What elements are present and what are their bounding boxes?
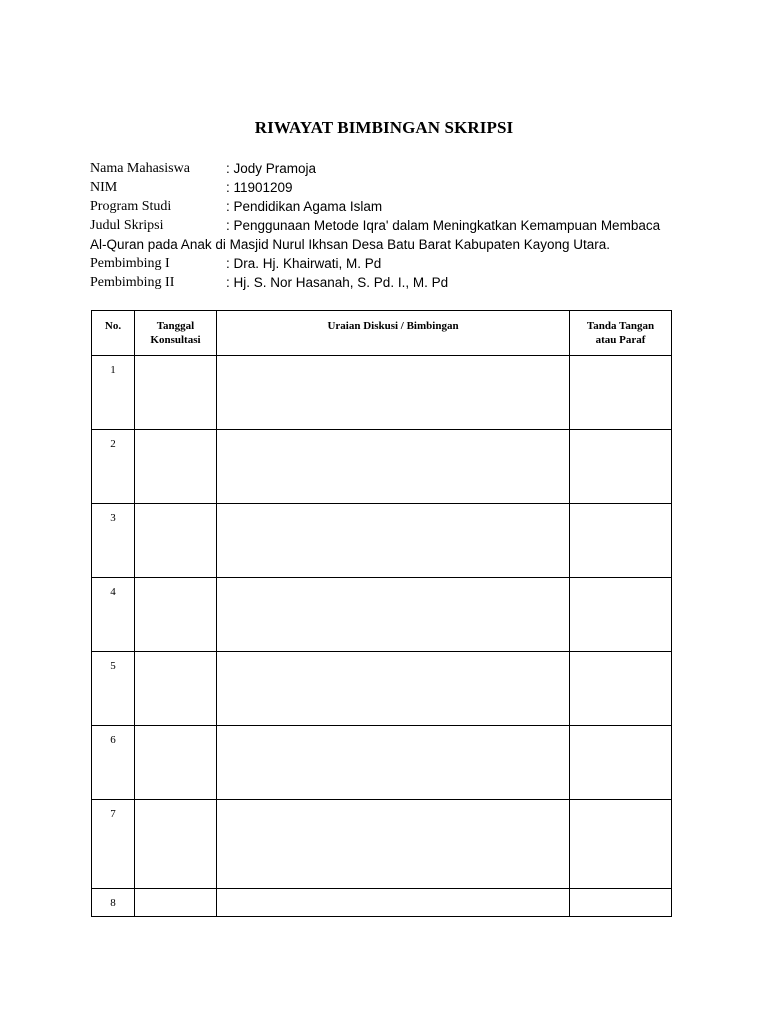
nim-label: NIM: [90, 180, 118, 195]
pembimbing1-label: Pembimbing I: [90, 256, 170, 271]
tanggal-cell[interactable]: [135, 889, 217, 917]
header-tanggal: [135, 311, 217, 356]
document-title: RIWAYAT BIMBINGAN SKRIPSI: [254, 118, 514, 137]
row-number: 4: [92, 578, 135, 652]
prodi-value: : Pendidikan Agama Islam: [226, 199, 383, 214]
judul-label: Judul Skripsi: [90, 218, 164, 233]
tanggal-cell[interactable]: [135, 726, 217, 800]
uraian-cell[interactable]: [217, 430, 570, 504]
table-row: [92, 800, 672, 889]
uraian-cell[interactable]: [217, 504, 570, 578]
header-tanggal-line1: Tanggal: [156, 320, 195, 332]
paraf-cell[interactable]: [570, 356, 672, 430]
row-number: 3: [92, 504, 135, 578]
header-uraian: Uraian Diskusi / Bimbingan: [217, 311, 570, 356]
tanggal-cell[interactable]: [135, 800, 217, 889]
info-row-pembimbing2: [90, 273, 690, 292]
uraian-cell[interactable]: [217, 652, 570, 726]
row-number: 2: [92, 430, 135, 504]
table-row: [92, 504, 672, 578]
info-row-nama: [90, 159, 690, 178]
pembimbing2-value: : Hj. S. Nor Hasanah, S. Pd. I., M. Pd: [226, 275, 449, 290]
table-row: [92, 356, 672, 430]
tanggal-cell[interactable]: [135, 578, 217, 652]
row-number: 7: [92, 800, 135, 889]
prodi-label: Program Studi: [90, 199, 172, 214]
tanggal-cell[interactable]: [135, 652, 217, 726]
judul-continuation: Al-Quran pada Anak di Masjid Nurul Ikhsan Desa Batu Barat Kabupaten Kayong Utara.: [90, 237, 611, 252]
paraf-cell[interactable]: [570, 430, 672, 504]
row-number: 5: [92, 652, 135, 726]
judul-value: : Penggunaan Metode Iqra' dalam Meningkatkan Kemampuan Membaca: [226, 218, 661, 233]
nama-label: Nama Mahasiswa: [90, 161, 190, 176]
uraian-cell[interactable]: [217, 800, 570, 889]
row-number: 8: [92, 889, 135, 917]
guidance-log-table: [91, 310, 672, 917]
paraf-cell[interactable]: [570, 504, 672, 578]
nim-value: : 11901209: [226, 180, 293, 195]
uraian-cell[interactable]: [217, 356, 570, 430]
table-header-row: [92, 311, 672, 356]
row-number: 1: [92, 356, 135, 430]
header-tanggal-line2: Konsultasi: [150, 334, 201, 346]
paraf-cell[interactable]: [570, 578, 672, 652]
table-row: [92, 430, 672, 504]
tanggal-cell[interactable]: [135, 504, 217, 578]
header-tanda-line2: atau Paraf: [595, 334, 646, 346]
paraf-cell[interactable]: [570, 726, 672, 800]
paraf-cell[interactable]: [570, 800, 672, 889]
uraian-cell[interactable]: [217, 578, 570, 652]
table-row: [92, 578, 672, 652]
nama-value: : Jody Pramoja: [226, 161, 317, 176]
header-tanda-line1: Tanda Tangan: [586, 320, 655, 332]
table-row: [92, 889, 672, 917]
tanggal-cell[interactable]: [135, 356, 217, 430]
table-row: [92, 726, 672, 800]
paraf-cell[interactable]: [570, 889, 672, 917]
pembimbing2-label: Pembimbing II: [90, 275, 175, 290]
info-row-pembimbing1: [90, 254, 690, 273]
info-row-judul: [90, 216, 690, 235]
header-no: No.: [92, 311, 135, 356]
uraian-cell[interactable]: [217, 726, 570, 800]
paraf-cell[interactable]: [570, 652, 672, 726]
info-row-prodi: [90, 197, 690, 216]
table-row: [92, 652, 672, 726]
info-row-nim: [90, 178, 690, 197]
student-info: [90, 159, 690, 292]
row-number: 6: [92, 726, 135, 800]
pembimbing1-value: : Dra. Hj. Khairwati, M. Pd: [226, 256, 382, 271]
header-tanda: [570, 311, 672, 356]
tanggal-cell[interactable]: [135, 430, 217, 504]
uraian-cell[interactable]: [217, 889, 570, 917]
